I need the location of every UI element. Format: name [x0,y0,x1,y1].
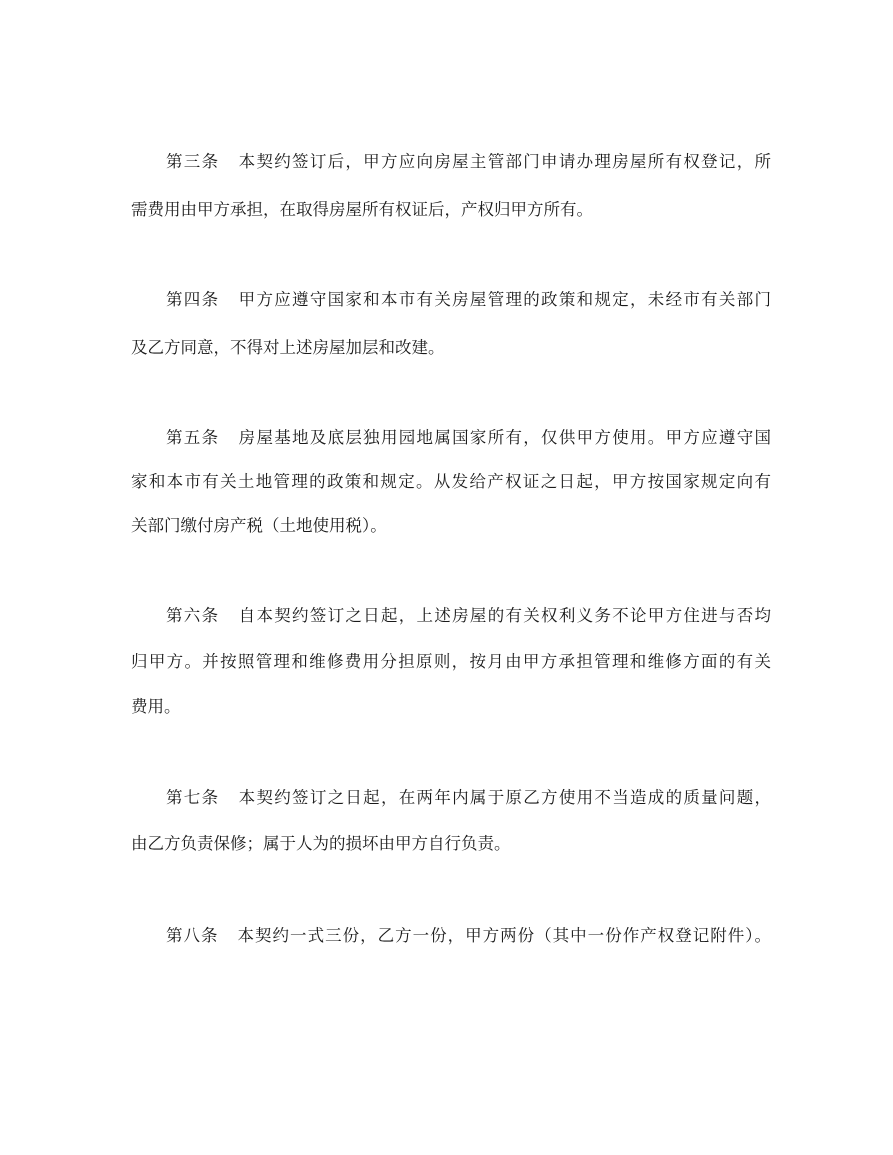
article-3-text-1: 本契约签订后，甲方应向房屋主管部门申请办理房屋所有权登记，所 [237,152,772,171]
article-5-line-2 [131,470,771,494]
article-7-line-1 [131,786,771,810]
article-5-line-1 [131,426,771,450]
article-7-text-2: 由乙方负责保修；属于人为的损坏由甲方自行负责。 [131,834,511,853]
article-7-label: 第七条 [166,788,220,807]
article-8-text-1: 本契约一式三份，乙方一份，甲方两份（其中一份作产权登记附件）。 [236,926,772,945]
article-3-line-2 [131,198,771,222]
article-6-text-1: 自本契约签订之日起，上述房屋的有关权利义务不论甲方住进与否均 [237,606,772,625]
article-6-text-2: 归甲方。并按照管理和维修费用分担原则，按月由甲方承担管理和维修方面的有关 [131,652,771,671]
article-5-text-2: 家和本市有关土地管理的政策和规定。从发给产权证之日起，甲方按国家规定向有 [131,472,771,491]
article-4-line-1 [131,288,771,312]
article-6-line-3 [131,695,771,719]
article-4-line-2 [131,336,771,360]
article-3-text-2: 需费用由甲方承担，在取得房屋所有权证后，产权归甲方所有。 [131,200,593,219]
article-4-label: 第四条 [166,290,220,309]
article-6-line-2 [131,650,771,674]
article-6-line-1 [131,604,771,628]
article-5-text-3: 关部门缴付房产税（土地使用税）。 [131,516,387,535]
article-3-label: 第三条 [166,152,220,171]
article-7-line-2 [131,832,771,856]
article-8-label: 第八条 [166,926,219,945]
article-5-text-1: 房屋基地及底层独用园地属国家所有，仅供甲方使用。甲方应遵守国 [237,428,772,447]
article-6-label: 第六条 [166,606,220,625]
article-7-text-1: 本契约签订之日起，在两年内属于原乙方使用不当造成的质量问题， [237,788,772,807]
article-6-text-3: 费用。 [131,697,181,716]
article-4-text-1: 甲方应遵守国家和本市有关房屋管理的政策和规定，未经市有关部门 [237,290,772,309]
article-5-line-3 [131,514,771,538]
article-3-line-1 [131,150,771,174]
article-8-line-1 [131,924,771,948]
article-5-label: 第五条 [166,428,220,447]
article-4-text-2: 及乙方同意，不得对上述房屋加层和改建。 [131,338,445,357]
